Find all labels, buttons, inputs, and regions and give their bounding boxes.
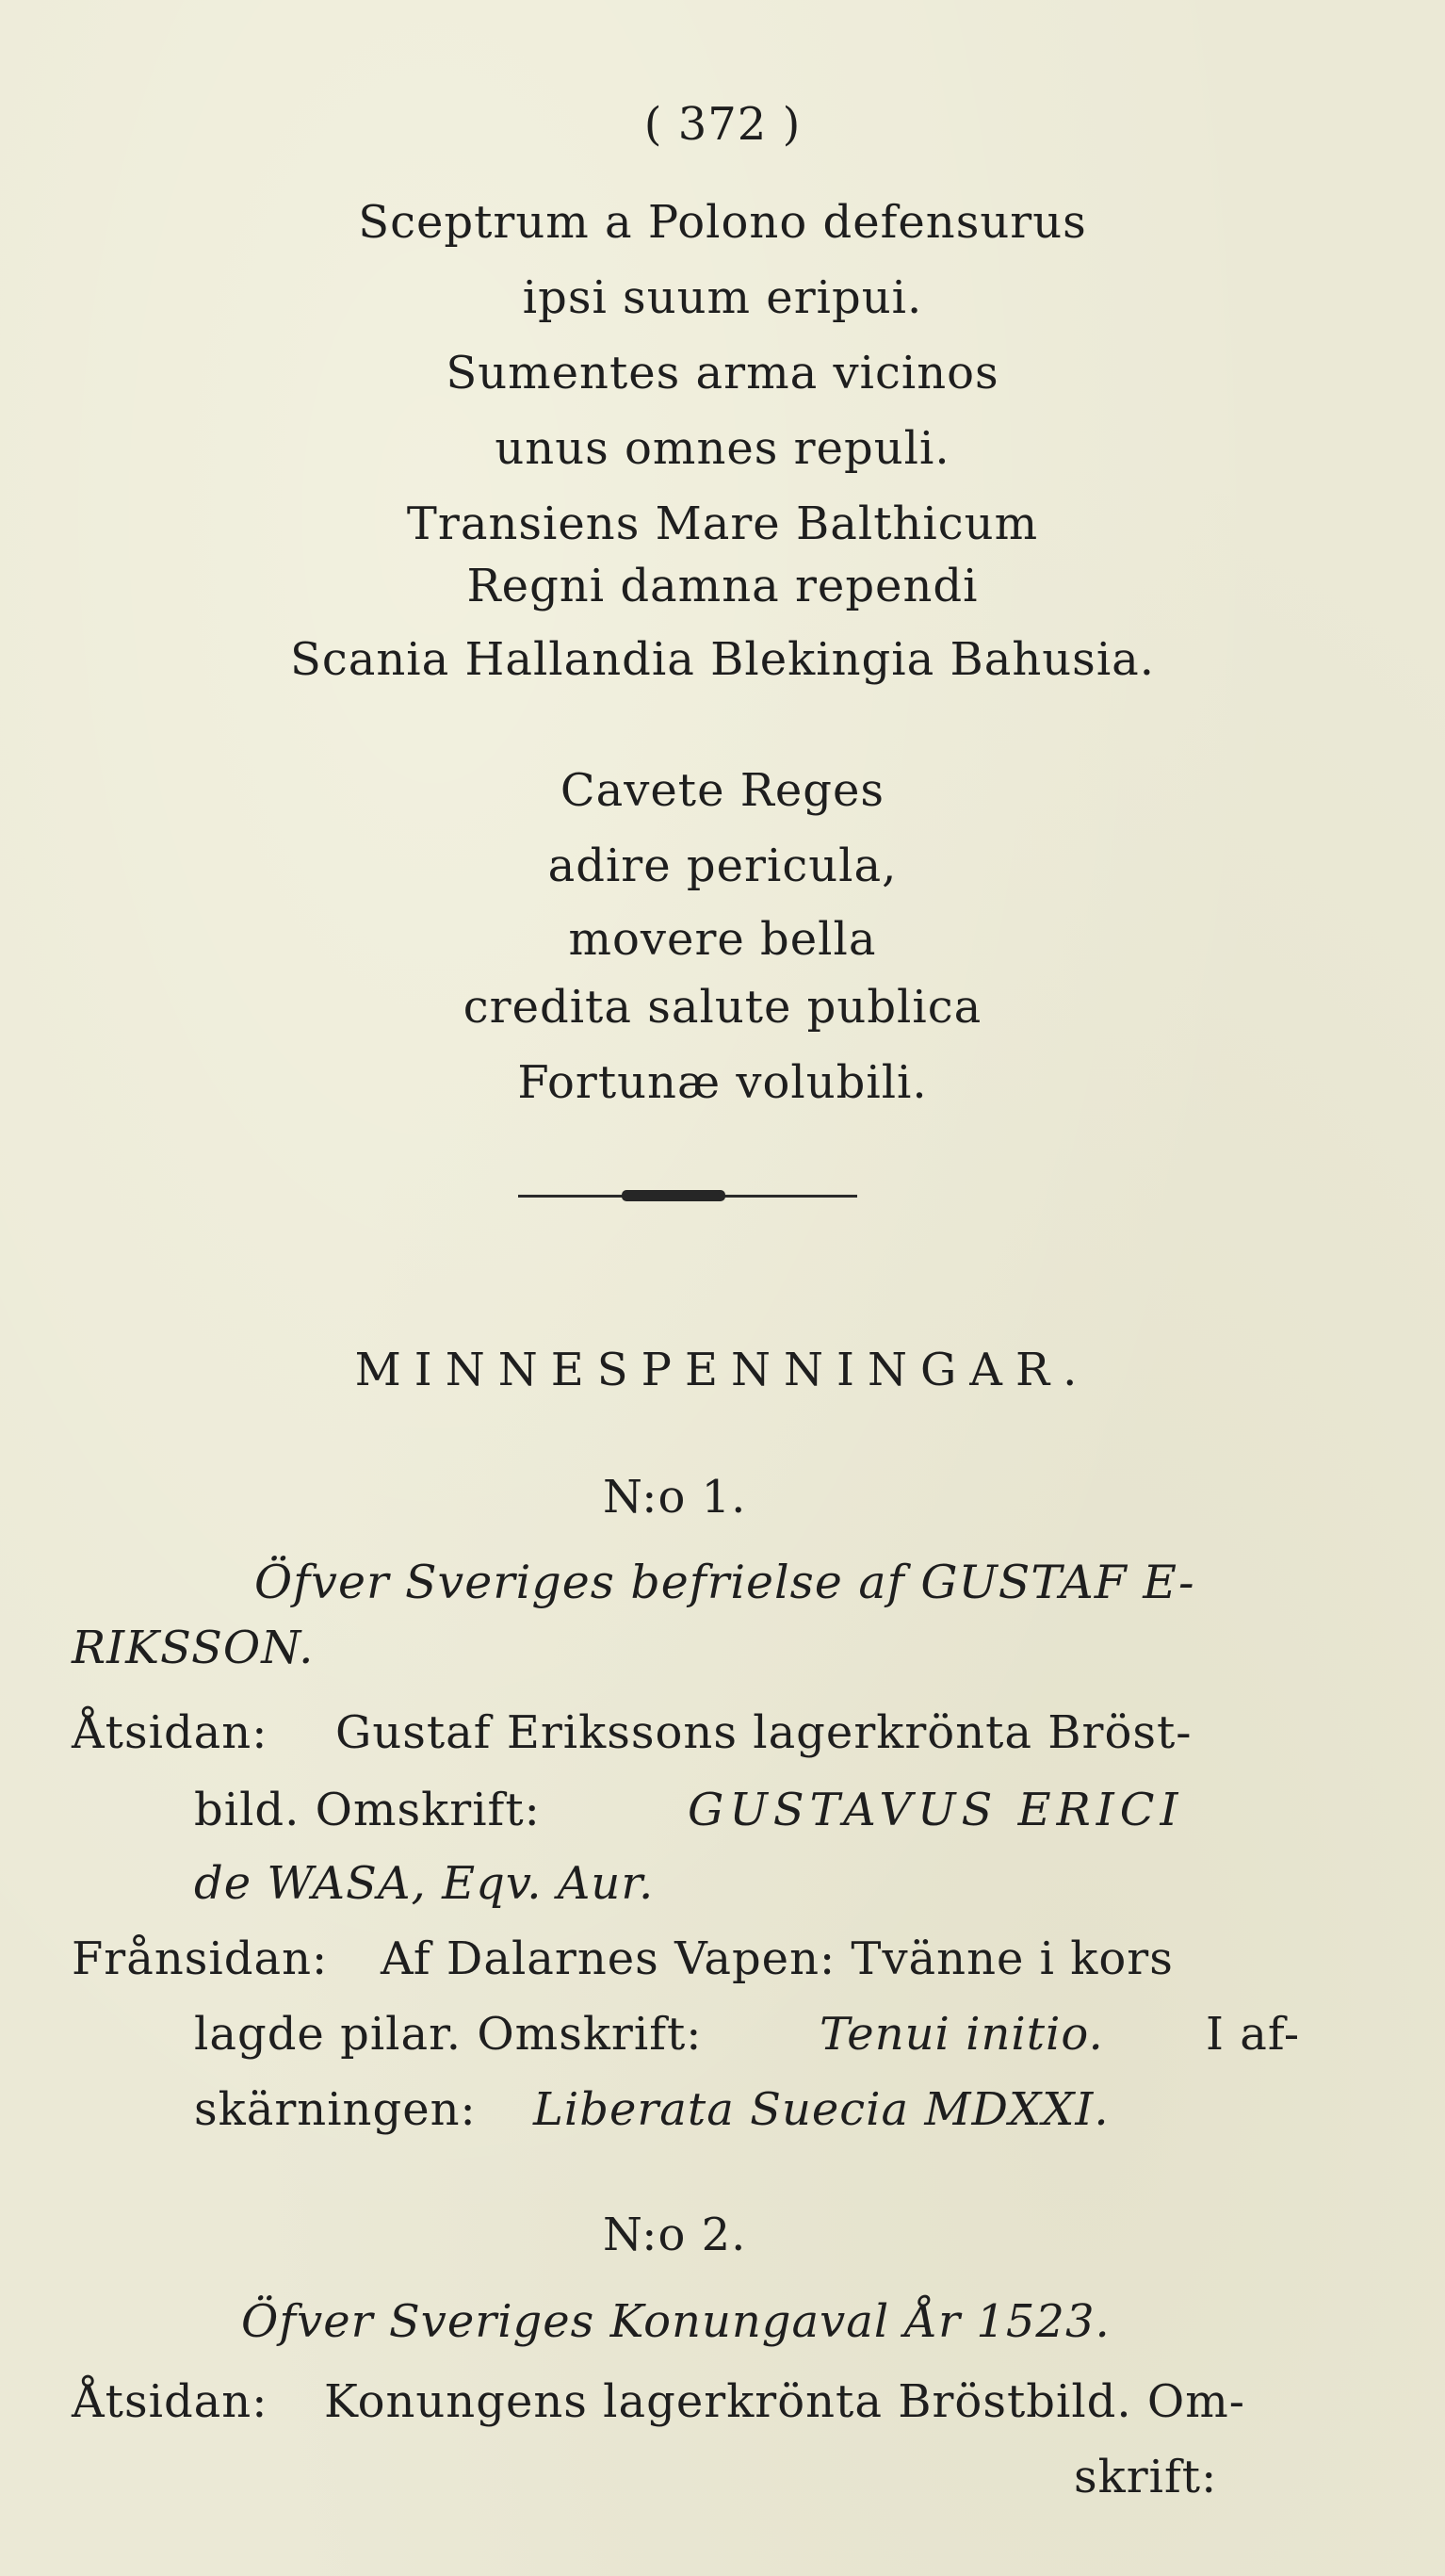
epitaph-line: Cavete Reges [560, 764, 885, 817]
obverse-text: Gustaf Erikssons lagerkrönta Bröst- [335, 1706, 1193, 1759]
epitaph-line: unus omnes repuli. [495, 422, 950, 475]
epitaph-line: credita salute publica [463, 981, 982, 1034]
page-number: ( 372 ) [643, 98, 802, 151]
obverse-label: Åtsidan: [72, 2375, 268, 2428]
obverse-inscription: GUSTAVUS ERICI [688, 1784, 1184, 1836]
epitaph-line: ipsi suum eripui. [522, 271, 923, 324]
epitaph-line: Sumentes arma vicinos [446, 347, 999, 399]
medal-number: N:o 1. [603, 1471, 747, 1524]
medal-title: Öfver Sveriges befrielse af GUSTAF E- [254, 1556, 1195, 1609]
obverse-inscription: de WASA, Eqv. Aur. [194, 1857, 655, 1910]
epitaph-line: movere bella [568, 913, 877, 966]
epitaph-line: adire pericula, [547, 840, 898, 892]
obverse-label: Åtsidan: [72, 1706, 268, 1759]
obverse-text: skrift: [1074, 2451, 1218, 2503]
reverse-text: skärningen: [194, 2083, 477, 2136]
reverse-label: Frånsidan: [72, 1932, 329, 1985]
reverse-text: Af Dalarnes Vapen: Tvänne i kors [381, 1932, 1174, 1985]
section-title: MINNESPENNINGAR. [354, 1344, 1091, 1396]
obverse-text: Konungens lagerkrönta Bröstbild. Om- [324, 2375, 1245, 2428]
epitaph-line: Regni damna rependi [466, 560, 979, 612]
obverse-text: bild. Omskrift: [194, 1784, 541, 1836]
epitaph-line: Transiens Mare Balthicum [406, 497, 1039, 550]
reverse-text: lagde pilar. Omskrift: [194, 2008, 703, 2061]
medal-number: N:o 2. [603, 2209, 747, 2261]
reverse-inscription: Liberata Suecia MDXXI. [533, 2083, 1110, 2136]
medal-title: RIKSSON. [72, 1622, 315, 1674]
medal-title: Öfver Sveriges Konungaval År 1523. [241, 2295, 1111, 2348]
reverse-inscription: Tenui initio. [820, 2008, 1104, 2061]
ornamental-divider [518, 1189, 857, 1202]
epitaph-line: Fortunæ volubili. [517, 1056, 928, 1109]
epitaph-line: Sceptrum a Polono defensurus [358, 196, 1087, 249]
reverse-text: I af- [1206, 2008, 1301, 2061]
epitaph-line: Scania Hallandia Blekingia Bahusia. [289, 633, 1156, 686]
